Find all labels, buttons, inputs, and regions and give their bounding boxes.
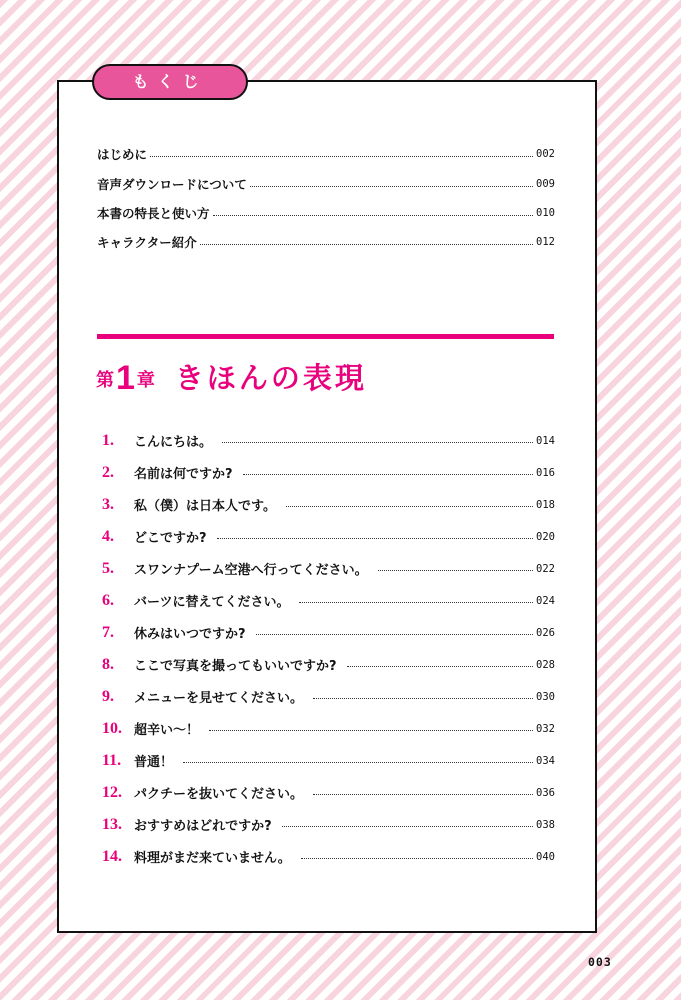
entry-page: 018 [536, 498, 555, 511]
entry-label: 普通！ [134, 755, 174, 770]
dot-leader [243, 474, 533, 475]
entry-page: 012 [536, 236, 555, 248]
entry-label: スワンナプーム空港へ行ってください。 [134, 563, 368, 578]
entry-page: 016 [536, 466, 555, 479]
entry-number: 6. [102, 591, 114, 609]
toc-entry[interactable] [102, 527, 555, 546]
entry-label: はじめに [97, 147, 148, 162]
toc-entry[interactable] [102, 687, 555, 706]
toc-entry[interactable] [102, 847, 555, 866]
toc-entry[interactable] [102, 559, 555, 578]
entry-label: 音声ダウンロードについて [97, 177, 247, 192]
dot-leader [250, 186, 533, 187]
dot-leader [200, 244, 533, 245]
dot-leader [222, 442, 533, 443]
entry-number: 11. [102, 751, 122, 769]
entry-number: 3. [102, 495, 114, 513]
dot-leader [150, 156, 533, 157]
toc-entry[interactable] [102, 655, 555, 674]
toc-entry[interactable] [102, 783, 555, 802]
toc-entry[interactable] [102, 591, 555, 610]
entry-number: 13. [102, 815, 122, 833]
entry-label: 本書の特長と使い方 [97, 206, 210, 221]
entry-label: おすすめはどれですか? [134, 819, 272, 834]
dot-leader [347, 666, 533, 667]
entry-label: 私（僕）は日本人です。 [134, 499, 276, 514]
toc-entry[interactable] [102, 431, 555, 450]
entry-label: バーツに替えてください。 [134, 595, 290, 610]
entry-page: 020 [536, 530, 555, 543]
toc-entry-intro[interactable] [97, 145, 555, 163]
entry-label: ここで写真を撮ってもいいですか? [134, 659, 337, 674]
entry-number: 4. [102, 527, 114, 545]
entry-page: 022 [536, 562, 555, 575]
dot-leader [209, 730, 533, 731]
entry-label: どこですか? [134, 531, 207, 546]
entry-label: パクチーを抜いてください。 [134, 787, 304, 802]
chapter-number: 1 [116, 359, 135, 397]
dot-leader [313, 794, 533, 795]
dot-leader [282, 826, 533, 827]
toc-entry-intro[interactable] [97, 204, 555, 222]
entry-number: 14. [102, 847, 122, 865]
entry-number: 8. [102, 655, 114, 673]
entry-label: キャラクター紹介 [97, 235, 197, 250]
entry-label: こんにちは。 [134, 435, 213, 450]
toc-entry[interactable] [102, 463, 555, 482]
entry-number: 5. [102, 559, 114, 577]
chapter-heading [96, 360, 367, 396]
entry-number: 9. [102, 687, 114, 705]
toc-entry[interactable] [102, 751, 555, 770]
toc-entry[interactable] [102, 623, 555, 642]
entry-label: 超辛い〜！ [134, 723, 200, 738]
entry-page: 030 [536, 690, 555, 703]
entry-page: 038 [536, 818, 555, 831]
toc-entry-intro[interactable] [97, 175, 555, 193]
toc-entry[interactable] [102, 815, 555, 834]
entry-page: 034 [536, 754, 555, 767]
chapter-title: きほんの表現 [174, 361, 367, 395]
entry-label: 料理がまだ来ていません。 [134, 851, 291, 866]
dot-leader [183, 762, 533, 763]
entry-number: 1. [102, 431, 114, 449]
entry-page: 032 [536, 722, 555, 735]
entry-page: 040 [536, 850, 555, 863]
chapter-rule [97, 334, 554, 339]
entry-page: 028 [536, 658, 555, 671]
chapter-prefix: 第 [96, 370, 114, 391]
toc-entry[interactable] [102, 495, 555, 514]
entry-label: 休みはいつですか? [134, 627, 246, 642]
entry-page: 036 [536, 786, 555, 799]
entry-number: 2. [102, 463, 114, 481]
toc-entry[interactable] [102, 719, 555, 738]
dot-leader [301, 858, 533, 859]
dot-leader [217, 538, 533, 539]
entry-page: 026 [536, 626, 555, 639]
entry-page: 002 [536, 148, 555, 160]
entry-number: 10. [102, 719, 122, 737]
page-number: 003 [588, 955, 612, 969]
dot-leader [256, 634, 533, 635]
dot-leader [213, 215, 534, 216]
entry-number: 12. [102, 783, 122, 801]
entry-page: 010 [536, 207, 555, 219]
dot-leader [286, 506, 533, 507]
dot-leader [299, 602, 533, 603]
dot-leader [313, 698, 533, 699]
entry-page: 024 [536, 594, 555, 607]
entry-label: メニューを見せてください。 [134, 691, 304, 706]
toc-entry-intro[interactable] [97, 233, 555, 251]
entry-page: 014 [536, 434, 555, 447]
entry-page: 009 [536, 178, 555, 190]
chapter-suffix: 章 [136, 370, 155, 391]
entry-label: 名前は何ですか? [134, 467, 233, 482]
dot-leader [378, 570, 533, 571]
toc-tag: もくじ [92, 64, 248, 100]
entry-number: 7. [102, 623, 114, 641]
